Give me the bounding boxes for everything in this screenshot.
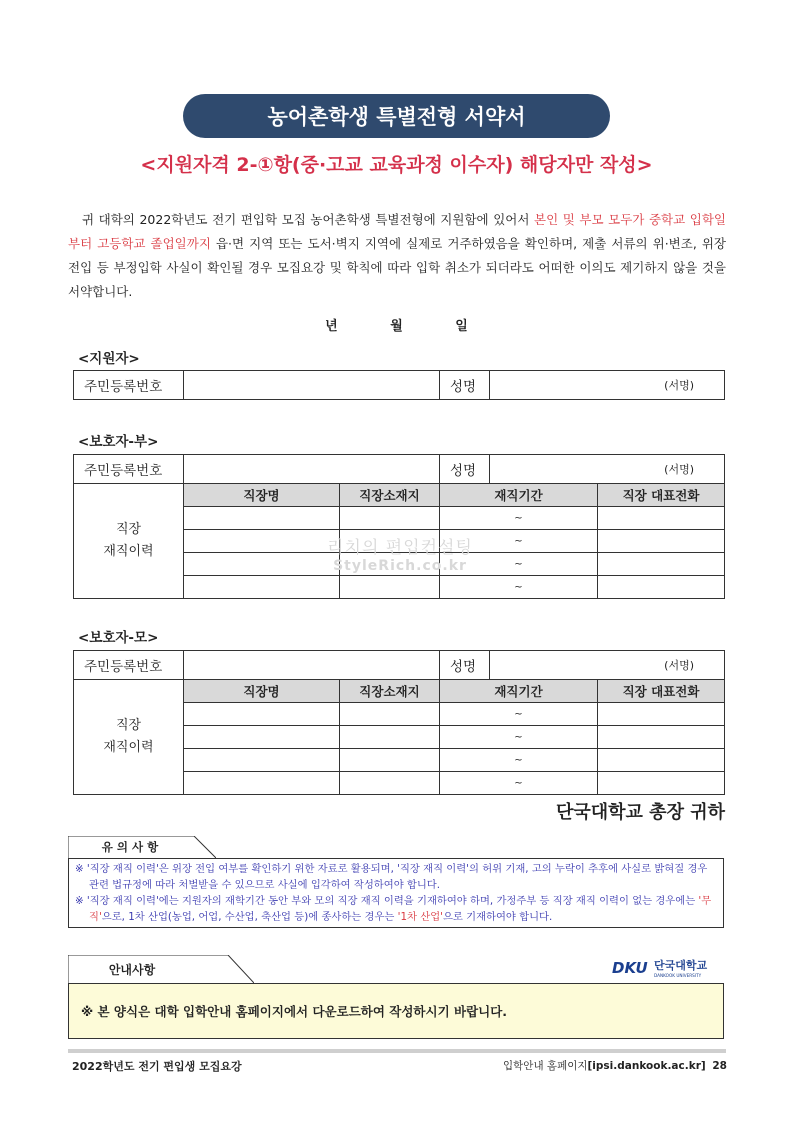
- location-field[interactable]: [340, 530, 440, 553]
- company-field[interactable]: [184, 530, 340, 553]
- father-col-location: 직장소재지: [340, 484, 440, 507]
- period-field[interactable]: ~: [440, 553, 598, 576]
- phone-field[interactable]: [598, 772, 725, 795]
- footer-homepage-label: 입학안내 홈페이지: [503, 1060, 588, 1072]
- phone-field[interactable]: [598, 749, 725, 772]
- company-field[interactable]: [184, 703, 340, 726]
- footer-homepage: [503, 1058, 727, 1073]
- page-number: 28: [712, 1060, 727, 1072]
- company-field[interactable]: [184, 772, 340, 795]
- mother-col-period: 재직기간: [440, 680, 598, 703]
- footer-homepage-url[interactable]: [ipsi.dankook.ac.kr]: [587, 1060, 706, 1072]
- notice-tab: [68, 836, 216, 858]
- guide-text: ※ 본 양식은 대학 입학안내 홈페이지에서 다운로드하여 작성하시기 바랍니다.: [81, 1004, 508, 1019]
- footer-divider: [68, 1049, 726, 1053]
- location-field[interactable]: [340, 507, 440, 530]
- phone-field[interactable]: [598, 530, 725, 553]
- father-id-field[interactable]: [184, 455, 440, 484]
- mother-sign-field[interactable]: (서명): [490, 651, 725, 680]
- watermark-line1: 리치의 편입컨설팅: [327, 538, 473, 558]
- watermark-line2: StyleRich.co.kr: [333, 558, 467, 574]
- mother-section-label: <보호자-모>: [78, 630, 159, 646]
- pledge-paragraph: [68, 208, 726, 304]
- phone-field[interactable]: [598, 507, 725, 530]
- location-field[interactable]: [340, 703, 440, 726]
- applicant-sign-field[interactable]: (서명): [490, 371, 725, 400]
- guide-tab-label: 안내사항: [108, 963, 156, 977]
- dku-logo-name: 단국대학교: [654, 959, 708, 972]
- form-title-banner: [183, 94, 610, 138]
- period-field[interactable]: ~: [440, 703, 598, 726]
- father-career-label: [74, 484, 184, 599]
- father-sign-field[interactable]: (서명): [490, 455, 725, 484]
- notice-line-2-text-b: 으로, 1차 산업(농업, 어업, 수산업, 축산업 등)에 종사하는 경우는: [101, 911, 398, 923]
- applicant-id-label: 주민등록번호: [74, 371, 184, 400]
- phone-field[interactable]: [598, 553, 725, 576]
- period-field[interactable]: ~: [440, 576, 598, 599]
- notice-line-1: ※ '직장 재직 이력'은 위장 전입 여부를 확인하기 위한 자료로 활용되며, '직장 재직 이력'의 허위 기재, 고의 누락이 추후에 사실로 밝혀질 경우 관련 법규정에 따라 처벌받을 수 있으므로 사실에 입각하여 작성하여야 합니다.: [75, 863, 708, 891]
- father-table: [73, 454, 725, 599]
- mother-id-field[interactable]: [184, 651, 440, 680]
- mother-id-label: 주민등록번호: [74, 651, 184, 680]
- location-field[interactable]: [340, 772, 440, 795]
- location-field[interactable]: [340, 553, 440, 576]
- notice-line-2-red1: '무직': [89, 895, 712, 923]
- father-id-label: 주민등록번호: [74, 455, 184, 484]
- mother-career-label-line2: 재직이력: [103, 740, 154, 755]
- period-field[interactable]: ~: [440, 772, 598, 795]
- mother-col-location: 직장소재지: [340, 680, 440, 703]
- pledge-highlight: 본인 및 부모 모두가 중학교 입학일부터 고등학교 졸업일까지: [68, 212, 727, 251]
- notice-box: [68, 858, 724, 928]
- guide-box: [68, 983, 724, 1039]
- location-field[interactable]: [340, 749, 440, 772]
- applicant-id-field[interactable]: [184, 371, 440, 400]
- date-line: 년 월 일: [325, 319, 468, 334]
- phone-field[interactable]: [598, 576, 725, 599]
- father-section-label: <보호자-부>: [78, 434, 159, 450]
- period-field[interactable]: ~: [440, 530, 598, 553]
- dku-logo-mark: DKU: [612, 959, 648, 977]
- father-col-period: 재직기간: [440, 484, 598, 507]
- guide-tab: [68, 955, 254, 983]
- father-col-company: 직장명: [184, 484, 340, 507]
- mother-table: [73, 650, 725, 795]
- phone-field[interactable]: [598, 726, 725, 749]
- pledge-text-part2: 읍·면 지역 또는 도서·벽지 지역에 실제로 거주하였음을 확인하며, 제출 서류의 위·변조, 위장 전입 등 부정입학 사실이 확인될 경우 모집요강 및 학칙에 따라 입학 취소가 되더라도 어떠한 이의도 제기하지 않을 것을 서약합니다.: [68, 236, 727, 299]
- period-field[interactable]: ~: [440, 749, 598, 772]
- pledge-text-part1: 귀 대학의 2022학년도 전기 편입학 모집 농어촌학생 특별전형에 지원함에 있어서: [82, 212, 535, 227]
- notice-line-2-text-a: ※ '직장 재직 이력'에는 지원자의 재학기간 동안 부와 모의 직장 재직 이력을 기재하여야 하며, 가정주부 등 직장 재직 이력이 없는 경우에는: [75, 895, 699, 907]
- father-col-phone: 직장 대표전화: [598, 484, 725, 507]
- mother-career-label: [74, 680, 184, 795]
- mother-col-company: 직장명: [184, 680, 340, 703]
- phone-field[interactable]: [598, 703, 725, 726]
- company-field[interactable]: [184, 553, 340, 576]
- father-career-label-line2: 재직이력: [103, 544, 154, 559]
- form-title: 농어촌학생 특별전형 서약서: [267, 105, 526, 129]
- father-career-label-line1: 직장: [115, 522, 142, 537]
- notice-line-2: [75, 893, 717, 925]
- applicant-name-label: 성명: [440, 371, 490, 400]
- notice-line-2-text-c: 으로 기재하여야 합니다.: [442, 911, 553, 923]
- company-field[interactable]: [184, 576, 340, 599]
- mother-career-label-line1: 직장: [115, 718, 142, 733]
- period-field[interactable]: ~: [440, 507, 598, 530]
- notice-tab-label: 유 의 사 항: [101, 840, 159, 854]
- addressee: 단국대학교 총장 귀하: [555, 802, 725, 823]
- footer-doc-title: 2022학년도 전기 편입생 모집요강: [72, 1060, 242, 1073]
- applicant-table: [73, 370, 725, 400]
- company-field[interactable]: [184, 726, 340, 749]
- form-subtitle: <지원자격 2-①항(중·고교 교육과정 이수자) 해당자만 작성>: [140, 154, 653, 176]
- dku-logo-name-en: DANKOOK UNIVERSITY: [654, 973, 702, 978]
- period-field[interactable]: ~: [440, 726, 598, 749]
- applicant-section-label: <지원자>: [78, 351, 140, 367]
- dku-logo: [612, 956, 724, 980]
- mother-col-phone: 직장 대표전화: [598, 680, 725, 703]
- location-field[interactable]: [340, 726, 440, 749]
- company-field[interactable]: [184, 749, 340, 772]
- mother-name-label: 성명: [440, 651, 490, 680]
- father-name-label: 성명: [440, 455, 490, 484]
- company-field[interactable]: [184, 507, 340, 530]
- location-field[interactable]: [340, 576, 440, 599]
- notice-line-2-red2: '1차 산업': [397, 911, 443, 923]
